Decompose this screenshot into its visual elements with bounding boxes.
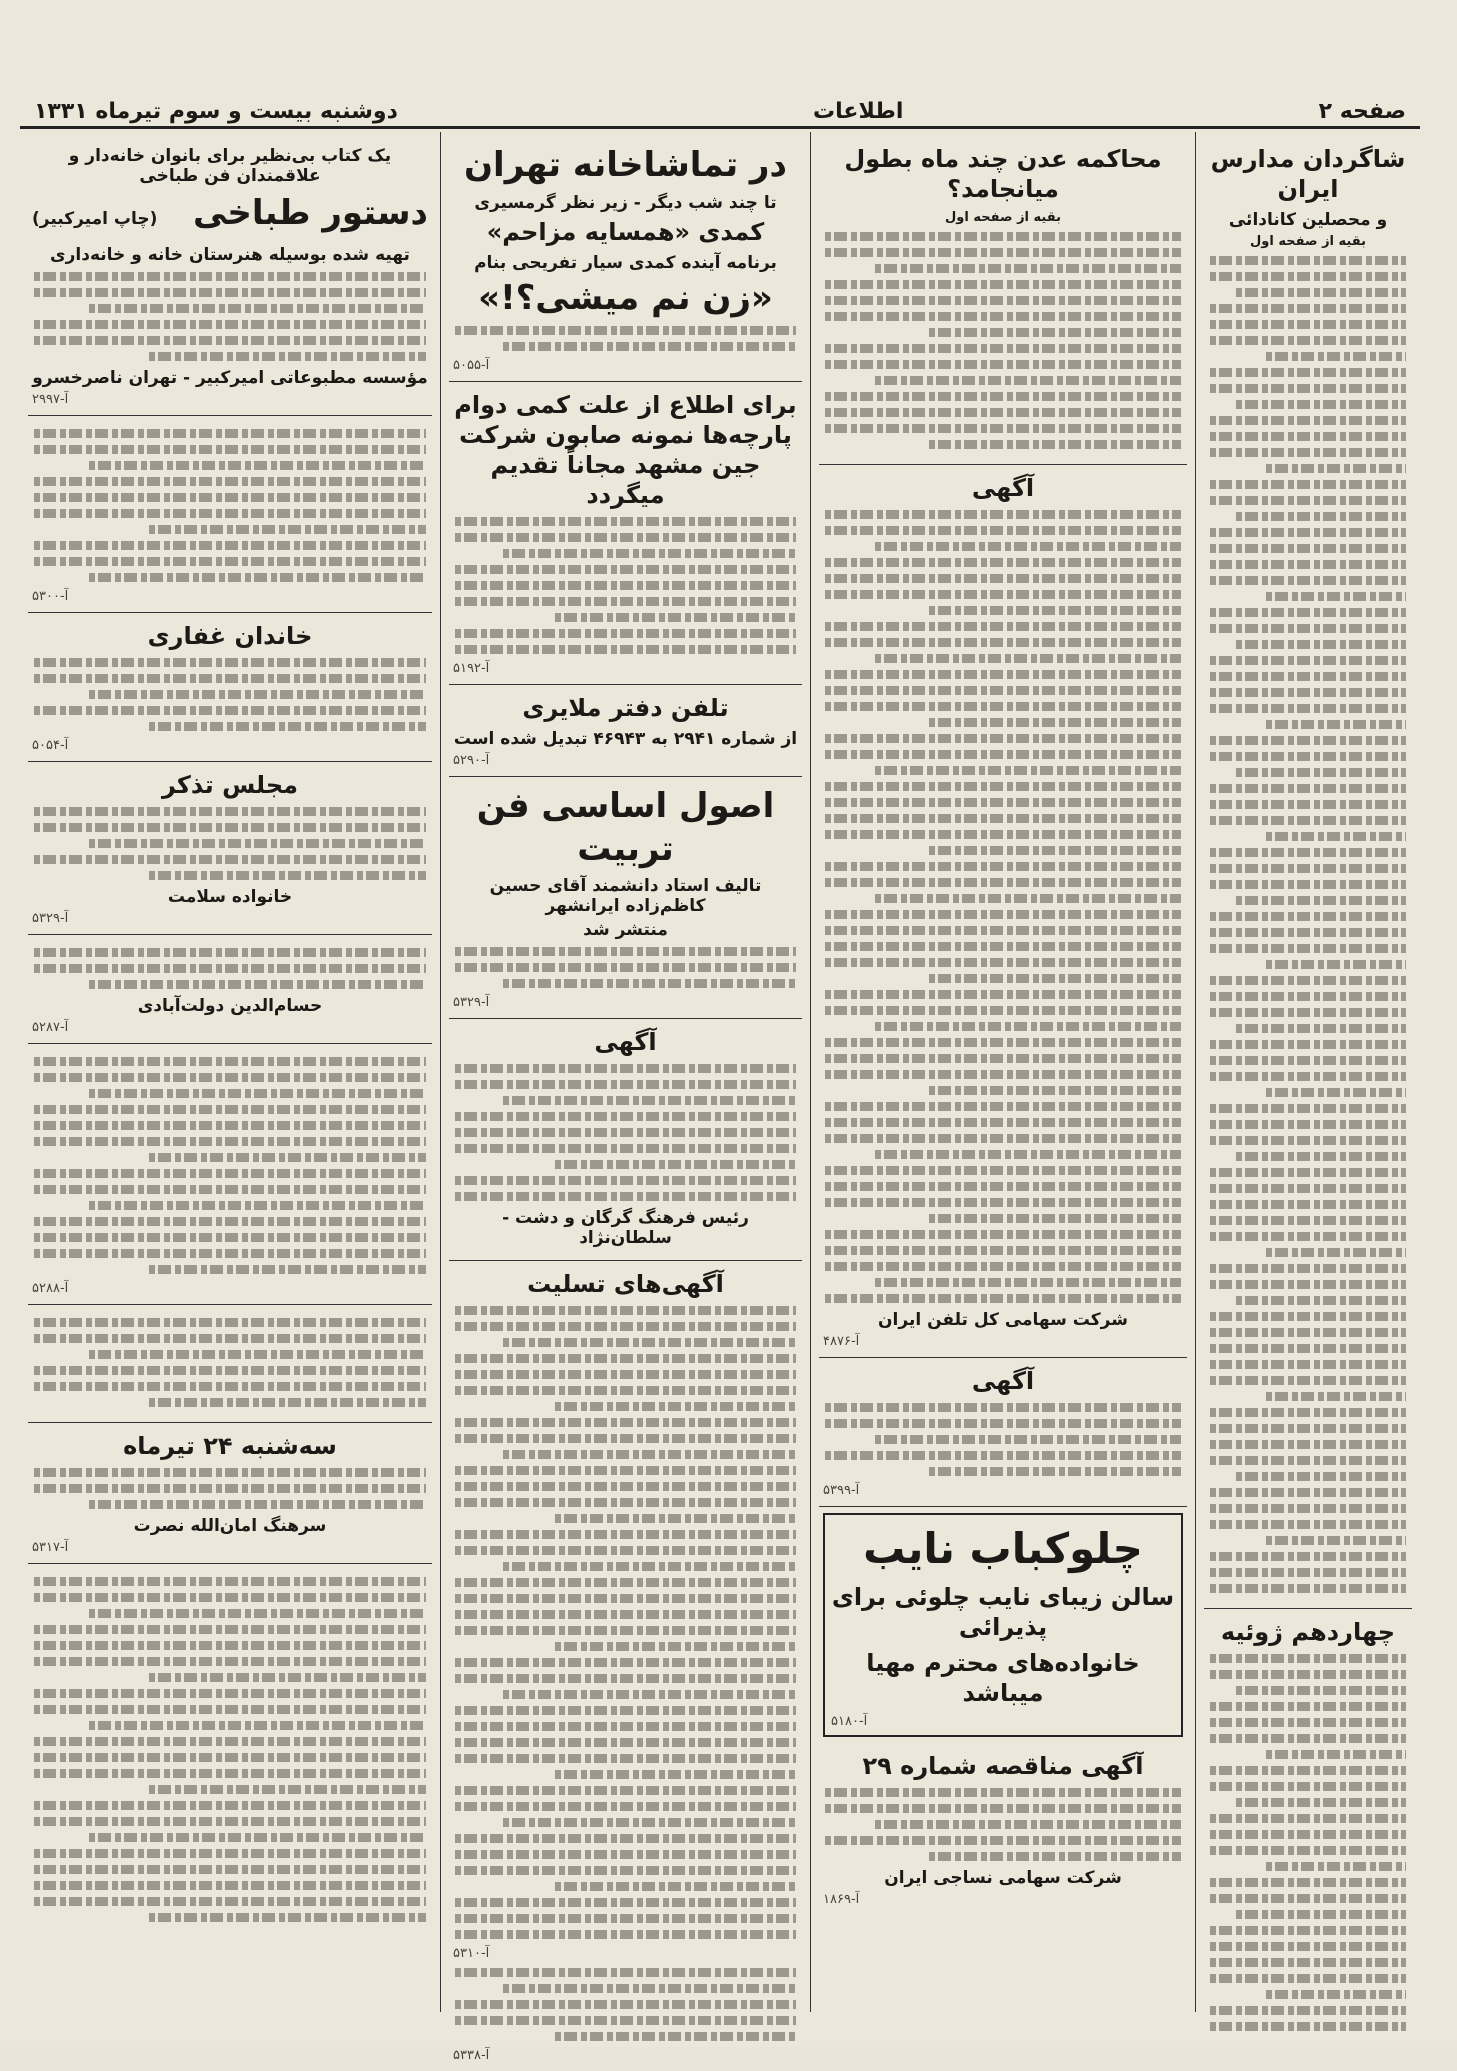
- ad-ref: آ-۲۹۹۷: [32, 391, 69, 407]
- notice-heading: مجلس تذکر: [162, 770, 298, 799]
- article-schools: [1204, 136, 1412, 1609]
- ad-ref: آ-۵۳۱۷: [32, 1539, 69, 1555]
- notice-phone-company: [819, 465, 1187, 1358]
- culture-signature: رئیس فرهنگ گرگان و دشت - سلطان‌نژاد: [502, 1208, 749, 1248]
- book-author: تالیف استاد دانشمند آقای حسین کاظم‌زاده ایرانشهر: [489, 876, 762, 916]
- article-body: [823, 232, 1183, 449]
- phone-sub: از شماره ۲۹۴۱ به ۴۶۹۴۳ تبدیل شده است: [453, 729, 798, 749]
- cookbook-tagline: یک کتاب بی‌نظیر برای بانوان خانه‌دار و علاقمندان فن طباخی: [68, 146, 392, 186]
- ad-body: [453, 947, 798, 988]
- notice-mourning-2: [28, 935, 432, 1044]
- notice-culture: [449, 1019, 802, 1261]
- book-published: منتشر شد: [583, 920, 668, 940]
- ad-ref: آ-۵۳۳۸: [453, 2048, 490, 2063]
- ad-chelokabab: [823, 1513, 1183, 1737]
- ad-ref: آ-۴۸۷۶: [823, 1334, 860, 1349]
- notice-body: [32, 1468, 428, 1509]
- cookbook-title: دستور طباخی: [192, 193, 428, 233]
- next-show: «زن نم میشی؟!»: [478, 277, 773, 318]
- ad-ref: آ-۵۱۸۰: [831, 1713, 868, 1729]
- notice-heading: آگهی: [971, 474, 1035, 502]
- article-body: [1208, 1654, 1408, 2031]
- page-number: صفحه ۲: [1318, 98, 1406, 124]
- book-title: اصول اساسی فن تربیت: [476, 786, 775, 869]
- ad-book: [449, 777, 802, 1019]
- cookbook-sub: تهیه شده بوسیله هنرستان خانه و خانه‌داری: [50, 244, 410, 265]
- notice-body: [453, 1064, 798, 1201]
- ad-ref: آ-۵۱۹۲: [453, 661, 490, 676]
- notice-majlis: [28, 762, 432, 935]
- notice-heading: سه‌شنبه ۲۴ تیرماه: [123, 1431, 337, 1460]
- ad-ref: آ-۵۳۲۹: [453, 995, 490, 1010]
- phone-title: تلفن دفتر ملایری: [522, 694, 729, 722]
- ad-soap: [449, 382, 802, 685]
- headline-schools: شاگردان مدارس ایران: [1210, 145, 1406, 203]
- ad-line-2: خانواده‌های محترم مهیا میباشد: [866, 1648, 1140, 1707]
- subhead-schools: و محصلین کانادائی: [1228, 210, 1388, 230]
- column-theater: [440, 132, 810, 2063]
- ad-ref: آ-۵۳۰۰: [32, 588, 69, 604]
- notice-body: [823, 510, 1183, 1303]
- ad-body: [453, 326, 798, 351]
- ad-title: چلوکباب نایب: [863, 1524, 1143, 1573]
- notice-heading: آگهی: [594, 1028, 657, 1056]
- condolence-body: [453, 1968, 798, 2041]
- theater-title: در تماشاخانه تهران: [464, 145, 787, 185]
- signature: سرهنگ امان‌الله نصرت: [133, 1515, 327, 1536]
- tender-notice: [819, 1743, 1187, 1915]
- tender-company: شرکت سهامی نساجی ایران: [884, 1867, 1122, 1888]
- tender-heading: آگهی مناقصه شماره ۲۹: [862, 1751, 1144, 1780]
- headline-bastille: چهاردهم ژوئیه: [1220, 1618, 1396, 1646]
- headline-trial: محاکمه عدن چند ماه بطول میانجامد؟: [844, 145, 1162, 203]
- next-program: برنامه آینده کمدی سیار تفریحی بنام: [474, 252, 777, 273]
- notice-mourning-3: [28, 1044, 432, 1305]
- condolence-notices: [449, 1261, 802, 2071]
- ad-ref: آ-۵۲۹۰: [453, 753, 490, 768]
- article-trial: [819, 136, 1187, 465]
- ad-ref: آ-۵۳۱۰: [453, 1946, 490, 1961]
- notice-mourning-6: [28, 1564, 432, 1937]
- columns: [20, 132, 1420, 2063]
- notice-body: [32, 1318, 428, 1407]
- notice-body: [32, 807, 428, 880]
- ad-body: [32, 272, 428, 361]
- ad-ref: آ-۵۳۲۹: [32, 910, 69, 926]
- column-trial: [810, 132, 1195, 2012]
- publisher: مؤسسه مطبوعاتی امیرکبیر - تهران ناصرخسرو: [32, 367, 428, 388]
- column-schools: [1195, 132, 1420, 2012]
- cookbook-print: (چاپ امیرکبیر): [32, 209, 158, 229]
- notice-bank: [819, 1358, 1187, 1507]
- ad-ref: آ-۵۰۵۴: [32, 737, 69, 753]
- notice-body: [32, 1057, 428, 1274]
- ad-ref: آ-۵۰۵۵: [453, 358, 490, 373]
- notice-body: [32, 1577, 428, 1922]
- notice-heading: آگهی: [971, 1367, 1035, 1395]
- theater-sub: تا چند شب دیگر - زیر نظر گرمسیری: [474, 192, 777, 213]
- soap-title: برای اطلاع از علت کمی دوام پارچه‌ها نمونه صابون شرکت جین مشهد مجاناً تقدیم میگردد: [454, 391, 797, 509]
- ad-ref: آ-۱۸۶۹: [823, 1891, 860, 1907]
- ad-theater: [449, 136, 802, 382]
- notice-body: [32, 948, 428, 989]
- notice-body: [32, 429, 428, 582]
- ad-line-1: سالن زیبای نایب چلوئی برای پذیرائی: [831, 1582, 1175, 1641]
- ad-ref: آ-۵۳۹۹: [823, 1483, 860, 1498]
- paper-name: اطلاعات: [813, 98, 904, 124]
- condolence-body: [453, 1306, 798, 1939]
- notice-mourning-5: [28, 1423, 432, 1564]
- tender-body: [823, 1788, 1183, 1861]
- ad-body: [453, 517, 798, 654]
- article-body: [1208, 256, 1408, 1593]
- notice-body: [32, 658, 428, 731]
- ad-cookbook: [28, 136, 432, 416]
- condolence-heading: آگهی‌های تسلیت: [527, 1270, 724, 1298]
- notice-mourning-4: [28, 1305, 432, 1423]
- column-cookbook: [20, 132, 440, 2012]
- notice-ghaffari: [28, 613, 432, 762]
- notice-body: [823, 1403, 1183, 1476]
- ad-ref: آ-۵۲۸۸: [32, 1280, 69, 1296]
- company-signature: شرکت سهامی کل تلفن ایران: [878, 1310, 1128, 1330]
- family-signature: خانواده سلامت: [167, 886, 293, 907]
- masthead: [20, 96, 1420, 129]
- notice-heading: خاندان غفاری: [147, 621, 313, 650]
- ad-phone-change: [449, 685, 802, 777]
- continuation-note: بقیه از صفحه اول: [945, 210, 1061, 225]
- notice-mourning-1: [28, 416, 432, 613]
- continuation-note: بقیه از صفحه اول: [1250, 234, 1366, 249]
- article-bastille: [1204, 1609, 1412, 2046]
- comedy-title: کمدی «همسایه مزاحم»: [486, 217, 765, 246]
- issue-date: دوشنبه بیست و سوم تیرماه ۱۳۳۱: [34, 98, 398, 124]
- ad-ref: آ-۵۲۸۷: [32, 1019, 69, 1035]
- signature: حسام‌الدین دولت‌آبادی: [137, 995, 323, 1016]
